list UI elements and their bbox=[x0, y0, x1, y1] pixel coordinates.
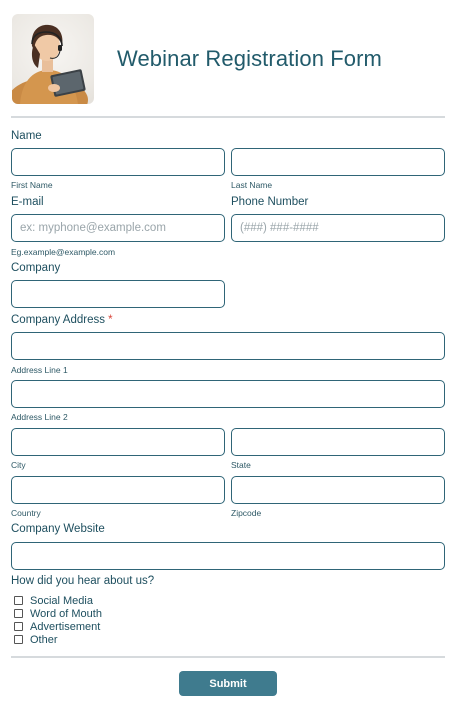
option-social-media[interactable] bbox=[14, 594, 102, 607]
last-name-input[interactable] bbox=[231, 148, 445, 176]
option-advertisement[interactable] bbox=[14, 620, 102, 633]
address-line2-sublabel: Address Line 2 bbox=[11, 412, 68, 422]
email-input[interactable] bbox=[11, 214, 225, 242]
company-label: Company bbox=[11, 262, 61, 274]
company-website-input[interactable] bbox=[11, 542, 445, 570]
city-input[interactable] bbox=[11, 428, 225, 456]
option-label: Other bbox=[30, 633, 58, 646]
checkbox-social-media[interactable] bbox=[14, 596, 23, 605]
last-name-sublabel: Last Name bbox=[231, 180, 273, 190]
required-mark: * bbox=[108, 314, 113, 326]
email-label: E-mail bbox=[11, 196, 44, 208]
option-label: Advertisement bbox=[30, 620, 101, 633]
header-photo bbox=[12, 14, 94, 104]
page-title: Webinar Registration Form bbox=[117, 46, 382, 71]
name-label: Name bbox=[11, 130, 42, 142]
email-hint: Eg.example@example.com bbox=[11, 247, 116, 257]
address-line2-input[interactable] bbox=[11, 380, 445, 408]
form-header bbox=[0, 0, 456, 118]
phone-label: Phone Number bbox=[231, 196, 309, 208]
zipcode-sublabel: Zipcode bbox=[231, 508, 262, 518]
option-label: Social Media bbox=[30, 594, 93, 607]
checkbox-other[interactable] bbox=[14, 635, 23, 644]
header-divider bbox=[11, 116, 445, 118]
referral-question: How did you hear about us? bbox=[11, 575, 155, 587]
zipcode-input[interactable] bbox=[231, 476, 445, 504]
presenter-illustration bbox=[12, 14, 94, 104]
state-sublabel: State bbox=[231, 460, 251, 470]
option-label: Word of Mouth bbox=[30, 607, 102, 620]
footer-divider bbox=[11, 656, 445, 658]
address-line1-input[interactable] bbox=[11, 332, 445, 360]
option-other[interactable] bbox=[14, 633, 102, 646]
phone-input[interactable] bbox=[231, 214, 445, 242]
country-sublabel: Country bbox=[11, 508, 41, 518]
state-input[interactable] bbox=[231, 428, 445, 456]
checkbox-word-of-mouth[interactable] bbox=[14, 609, 23, 618]
first-name-input[interactable] bbox=[11, 148, 225, 176]
city-sublabel: City bbox=[11, 460, 26, 470]
option-word-of-mouth[interactable] bbox=[14, 607, 102, 620]
company-input[interactable] bbox=[11, 280, 225, 308]
first-name-sublabel: First Name bbox=[11, 180, 53, 190]
checkbox-advertisement[interactable] bbox=[14, 622, 23, 631]
company-address-label-text: Company Address bbox=[11, 314, 105, 326]
address-line1-sublabel: Address Line 1 bbox=[11, 365, 68, 375]
submit-button[interactable]: Submit bbox=[179, 671, 277, 696]
company-address-label bbox=[11, 314, 113, 326]
company-website-label: Company Website bbox=[11, 523, 105, 535]
country-input[interactable] bbox=[11, 476, 225, 504]
referral-options bbox=[14, 594, 102, 646]
